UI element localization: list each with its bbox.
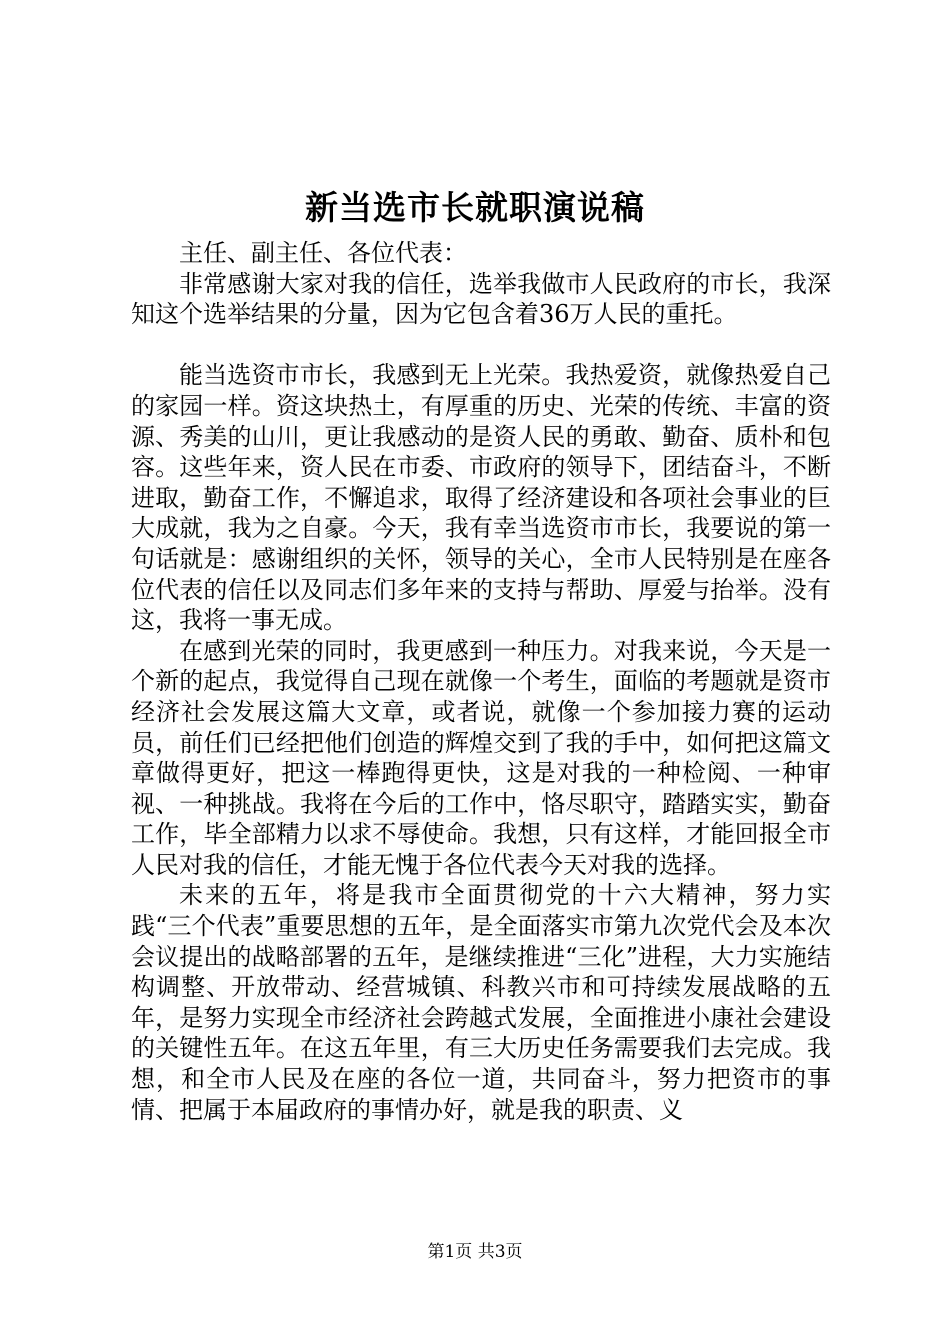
body-paragraph-2: 能当选资市市长，我感到无上光荣。我热爱资，就像热爱自己的家园一样。资这块热土，有厚重的历史、光荣的传统、丰富的资源、秀美的山川，更让我感动的是资人民的勇敢、勤奋、质朴和包容。这些年来，资人民在市委、市政府的领导下，团结奋斗，不断进取，勤奋工作，不懈追求，取得了经济建设和各项社会事业的巨大成就，我为之自豪。今天，我有幸当选资市市长，我要说的第一句话就是：感谢组织的关怀，领导的关心，全市人民特别是在座各位代表的信任以及同志们多年来的支持与帮助、厚爱与抬举。没有这，我将一事无成。 [131, 361, 831, 635]
salutation-paragraph: 主任、副主任、各位代表： [179, 239, 467, 267]
body-paragraph-3: 在感到光荣的同时，我更感到一种压力。对我来说，今天是一个新的起点，我觉得自己现在就像一个考生，面临的考题就是资市经济社会发展这篇大文章，或者说，就像一个参加接力赛的运动员，前任们已经把他们创造的辉煌交到了我的手中，如何把这篇文章做得更好，把这一棒跑得更快，这是对我的一种检阅、一种审视、一种挑战。我将在今后的工作中，恪尽职守，踏踏实实，勤奋工作，毕全部精力以求不辱使命。我想，只有这样，才能回报全市人民对我的信任，才能无愧于各位代表今天对我的选择。 [131, 636, 831, 879]
body-paragraph-4: 未来的五年，将是我市全面贯彻党的十六大精神，努力实践“三个代表”重要思想的五年，是全面落实市第九次党代会及本次会议提出的战略部署的五年，是继续推进“三化”进程，大力实施结构调整、开放带动、经营城镇、科教兴市和可持续发展战略的五年，是努力实现全市经济社会跨越式发展，全面推进小康社会建设的关键性五年。在这五年里，有三大历史任务需要我们去完成。我想，和全市人民及在座的各位一道，共同奋斗，努力把资市的事情、把属于本届政府的事情办好，就是我的职责、义 [131, 881, 831, 1124]
document-body [131, 238, 831, 1125]
page-number-footer: 第1页 共3页 [427, 1242, 523, 1262]
body-paragraph-1: 非常感谢大家对我的信任，选举我做市人民政府的市长，我深知这个选举结果的分量，因为它包含着36万人民的重托。 [131, 269, 831, 329]
document-title: 新当选市长就职演说稿 [305, 188, 645, 227]
